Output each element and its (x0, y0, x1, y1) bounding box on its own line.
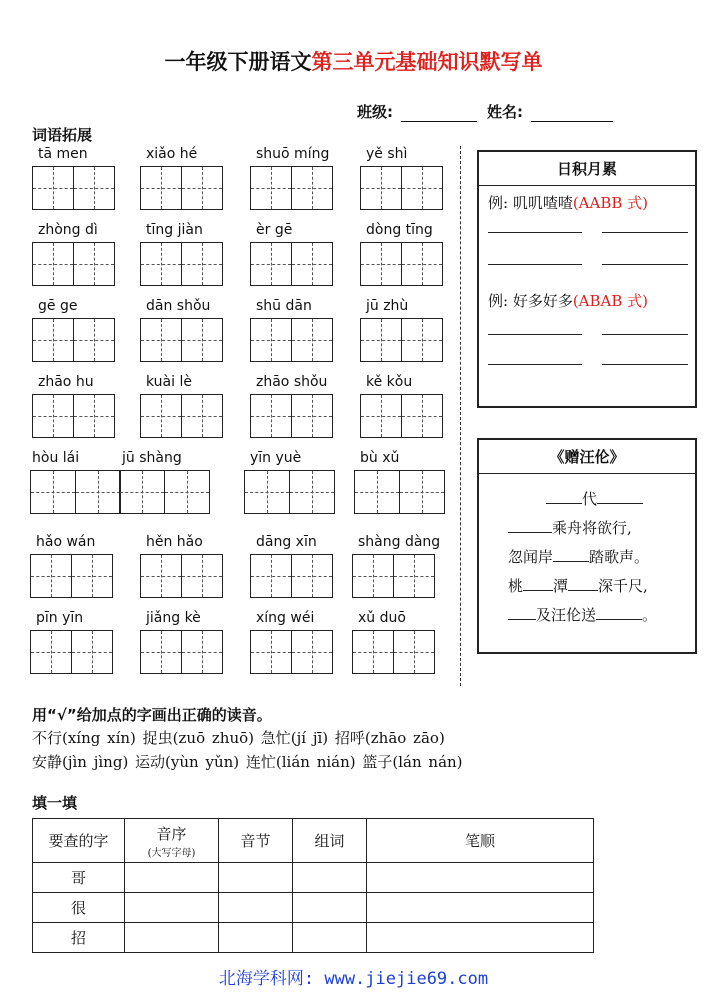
accumulate-box (477, 150, 697, 408)
tianzige-box (140, 630, 221, 674)
table-cell[interactable] (293, 863, 367, 893)
header-char: 要查的字 (33, 819, 125, 863)
tianzige-box (140, 166, 221, 210)
writing-cell[interactable] (401, 318, 443, 362)
writing-cell[interactable] (32, 242, 74, 286)
column-divider (460, 146, 461, 686)
class-name-line (357, 101, 613, 122)
pinyin-label: dān shǒu (146, 298, 211, 314)
title-part-red: 第三单元基础知识默写单 (311, 50, 543, 74)
table-cell[interactable] (293, 923, 367, 953)
poem-blank[interactable] (508, 604, 536, 620)
writing-cell[interactable] (250, 242, 292, 286)
writing-cell[interactable] (291, 242, 333, 286)
writing-cell[interactable] (291, 630, 333, 674)
pinyin-label: jū zhù (366, 298, 409, 314)
pinyin-label: shàng dàng (358, 534, 441, 550)
writing-cell[interactable] (140, 166, 182, 210)
tianzige-box (360, 394, 441, 438)
answer-line[interactable] (602, 232, 688, 233)
writing-cell[interactable] (73, 318, 115, 362)
answer-line[interactable] (488, 364, 582, 365)
writing-cell[interactable] (289, 470, 335, 514)
pinyin-label: dòng tīng (366, 222, 433, 238)
writing-cell[interactable] (32, 394, 74, 438)
row-char: 招 (33, 923, 125, 953)
writing-cell[interactable] (250, 630, 292, 674)
poem-blank[interactable] (553, 546, 589, 562)
poem-line-5 (508, 604, 657, 625)
tianzige-box (30, 630, 111, 674)
row-char: 哥 (33, 863, 125, 893)
example-abab-text: 例: 好多好多 (488, 292, 573, 310)
header-order-sub: (大写字母) (147, 847, 196, 859)
writing-cell[interactable] (352, 554, 394, 598)
tianzige-box (352, 554, 433, 598)
table-cell[interactable] (125, 923, 219, 953)
title-part-black: 一年级下册语文 (164, 50, 312, 74)
tianzige-box (32, 242, 113, 286)
tianzige-box (250, 166, 331, 210)
poem-line-3 (508, 546, 649, 567)
tianzige-box (360, 166, 441, 210)
writing-cell[interactable] (75, 470, 121, 514)
pinyin-label: shuō míng (256, 146, 330, 162)
poem-text: 桃 (508, 577, 524, 595)
writing-cell[interactable] (393, 630, 435, 674)
poem-text: 忽闻岸 (508, 548, 554, 566)
writing-cell[interactable] (401, 166, 443, 210)
pinyin-label: zhòng dì (38, 222, 98, 238)
poem-text: 深千尺, (598, 577, 648, 595)
table-cell[interactable] (367, 923, 594, 953)
header-order (125, 819, 219, 863)
poem-blank[interactable] (508, 517, 552, 533)
poem-text: 踏歌声。 (589, 548, 650, 566)
tianzige-box (352, 630, 433, 674)
poem-blank[interactable] (596, 604, 642, 620)
writing-cell[interactable] (354, 470, 400, 514)
writing-cell[interactable] (140, 318, 182, 362)
pinyin-label: yīn yuè (250, 450, 302, 466)
writing-cell[interactable] (399, 470, 445, 514)
writing-cell[interactable] (140, 554, 182, 598)
tianzige-box (32, 394, 113, 438)
header-word: 组词 (293, 819, 367, 863)
table-cell[interactable] (293, 893, 367, 923)
writing-cell[interactable] (164, 470, 210, 514)
writing-cell[interactable] (140, 242, 182, 286)
writing-cell[interactable] (181, 242, 223, 286)
table-cell[interactable] (219, 893, 293, 923)
writing-cell[interactable] (73, 166, 115, 210)
writing-cell[interactable] (291, 166, 333, 210)
table-cell[interactable] (367, 893, 594, 923)
example-abab (488, 290, 648, 311)
writing-cell[interactable] (32, 318, 74, 362)
writing-cell[interactable] (360, 242, 402, 286)
pinyin-label: xiǎo hé (146, 146, 198, 162)
writing-cell[interactable] (291, 394, 333, 438)
accumulate-box-title: 日积月累 (479, 152, 695, 186)
tianzige-box (354, 470, 443, 514)
writing-cell[interactable] (181, 318, 223, 362)
writing-cell[interactable] (291, 318, 333, 362)
pinyin-label: zhāo shǒu (256, 374, 328, 390)
answer-line[interactable] (488, 232, 582, 233)
writing-cell[interactable] (30, 470, 76, 514)
writing-cell[interactable] (71, 554, 113, 598)
pinyin-label: èr gē (256, 222, 293, 238)
tianzige-box (30, 470, 208, 514)
tianzige-box (360, 242, 441, 286)
writing-cell[interactable] (352, 630, 394, 674)
writing-cell[interactable] (30, 554, 72, 598)
writing-cell[interactable] (393, 554, 435, 598)
table-cell[interactable] (219, 863, 293, 893)
writing-cell[interactable] (71, 630, 113, 674)
answer-line[interactable] (488, 334, 582, 335)
footer-website: 北海学科网: www.jiejie69.com (218, 969, 489, 989)
page-title (0, 46, 707, 76)
writing-cell[interactable] (360, 166, 402, 210)
pinyin-label: hòu lái (32, 450, 80, 466)
name-label: 姓名: (487, 103, 523, 121)
pinyin-label: dāng xīn (256, 534, 317, 550)
poem-line-4 (508, 575, 648, 596)
reading-row-2[interactable]: 安静(jìn jìng) 运动(yùn yǔn) 连忙(lián nián) 篮子(lán nán) (32, 753, 463, 771)
poem-text: 。 (642, 606, 658, 624)
table-row (33, 923, 594, 953)
writing-cell[interactable] (30, 630, 72, 674)
header-stroke: 笔顺 (367, 819, 594, 863)
writing-cell[interactable] (140, 394, 182, 438)
pinyin-label: tīng jiàn (146, 222, 203, 238)
writing-cell[interactable] (119, 470, 165, 514)
pinyin-label: yě shì (366, 146, 408, 162)
writing-cell[interactable] (73, 394, 115, 438)
poem-blank[interactable] (597, 488, 643, 504)
writing-cell[interactable] (250, 318, 292, 362)
poem-line-1 (546, 488, 643, 509)
tianzige-box (250, 394, 331, 438)
writing-cell[interactable] (250, 166, 292, 210)
table-header-row (33, 819, 594, 863)
table-row (33, 893, 594, 923)
poem-text: 代 (582, 490, 598, 508)
poem-blank[interactable] (568, 575, 598, 591)
pinyin-label: gē ge (38, 298, 78, 314)
poem-blank[interactable] (546, 488, 582, 504)
name-blank[interactable] (531, 104, 613, 122)
tianzige-box (244, 470, 333, 514)
example-abab-tag: (ABAB 式) (572, 292, 649, 310)
example-aabb-tag: (AABB 式) (572, 194, 649, 212)
table-cell[interactable] (367, 863, 594, 893)
poem-text: 及汪伦送 (536, 606, 597, 624)
writing-cell[interactable] (181, 554, 223, 598)
writing-cell[interactable] (291, 554, 333, 598)
writing-cell[interactable] (360, 318, 402, 362)
example-aabb (488, 192, 648, 213)
example-aabb-text: 例: 叽叽喳喳 (488, 194, 573, 212)
pinyin-label: bù xǔ (360, 450, 400, 466)
poem-text: 潭 (553, 577, 569, 595)
writing-cell[interactable] (181, 394, 223, 438)
pinyin-label: kuài lè (146, 374, 192, 390)
writing-cell[interactable] (250, 394, 292, 438)
tianzige-box (32, 166, 113, 210)
tianzige-box (140, 554, 221, 598)
answer-line[interactable] (602, 364, 688, 365)
writing-cell[interactable] (32, 166, 74, 210)
table-title: 填一填 (32, 794, 78, 812)
writing-cell[interactable] (73, 242, 115, 286)
pinyin-label: jiǎng kè (146, 610, 201, 626)
tianzige-box (140, 318, 221, 362)
answer-line[interactable] (602, 334, 688, 335)
pinyin-label: kě kǒu (366, 374, 413, 390)
tianzige-box (32, 318, 113, 362)
pinyin-label: zhāo hu (38, 374, 94, 390)
poem-blank[interactable] (523, 575, 553, 591)
answer-line[interactable] (488, 264, 582, 265)
tianzige-box (140, 242, 221, 286)
tianzige-box (250, 554, 331, 598)
tianzige-box (30, 554, 111, 598)
writing-cell[interactable] (140, 630, 182, 674)
reading-row-1[interactable]: 不行(xíng xín) 捉虫(zuō zhuō) 急忙(jí jī) 招呼(zhāo zāo) (32, 729, 445, 747)
tianzige-box (250, 630, 331, 674)
pinyin-label: hěn hǎo (146, 534, 203, 550)
tianzige-box (250, 242, 331, 286)
table-cell[interactable] (125, 893, 219, 923)
table-cell[interactable] (219, 923, 293, 953)
dictionary-table (32, 818, 594, 953)
pinyin-label: pīn yīn (36, 610, 84, 626)
poem-title: 《赠汪伦》 (479, 440, 695, 474)
answer-line[interactable] (602, 264, 688, 265)
pinyin-label: jū shàng (122, 450, 182, 466)
class-blank[interactable] (401, 104, 477, 122)
class-label: 班级: (357, 103, 393, 121)
table-row (33, 863, 594, 893)
writing-cell[interactable] (250, 554, 292, 598)
words-section-title: 词语拓展 (32, 126, 93, 144)
pinyin-label: xíng wéi (256, 610, 315, 626)
tianzige-box (250, 318, 331, 362)
poem-line-2 (508, 517, 632, 538)
row-char: 很 (33, 893, 125, 923)
writing-cell[interactable] (401, 242, 443, 286)
reading-title: 用“√”给加点的字画出正确的读音。 (32, 706, 272, 724)
writing-cell[interactable] (360, 394, 402, 438)
tianzige-box (140, 394, 221, 438)
header-order-label: 音序 (156, 824, 187, 843)
writing-cell[interactable] (181, 166, 223, 210)
pinyin-label: hǎo wán (36, 534, 96, 550)
writing-cell[interactable] (181, 630, 223, 674)
writing-cell[interactable] (401, 394, 443, 438)
pinyin-label: shū dān (256, 298, 312, 314)
pinyin-label: xǔ duō (358, 610, 406, 626)
header-syllable: 音节 (219, 819, 293, 863)
pinyin-label: tā men (38, 146, 88, 162)
poem-text: 乘舟将欲行, (552, 519, 632, 537)
writing-cell[interactable] (244, 470, 290, 514)
tianzige-box (360, 318, 441, 362)
table-cell[interactable] (125, 863, 219, 893)
